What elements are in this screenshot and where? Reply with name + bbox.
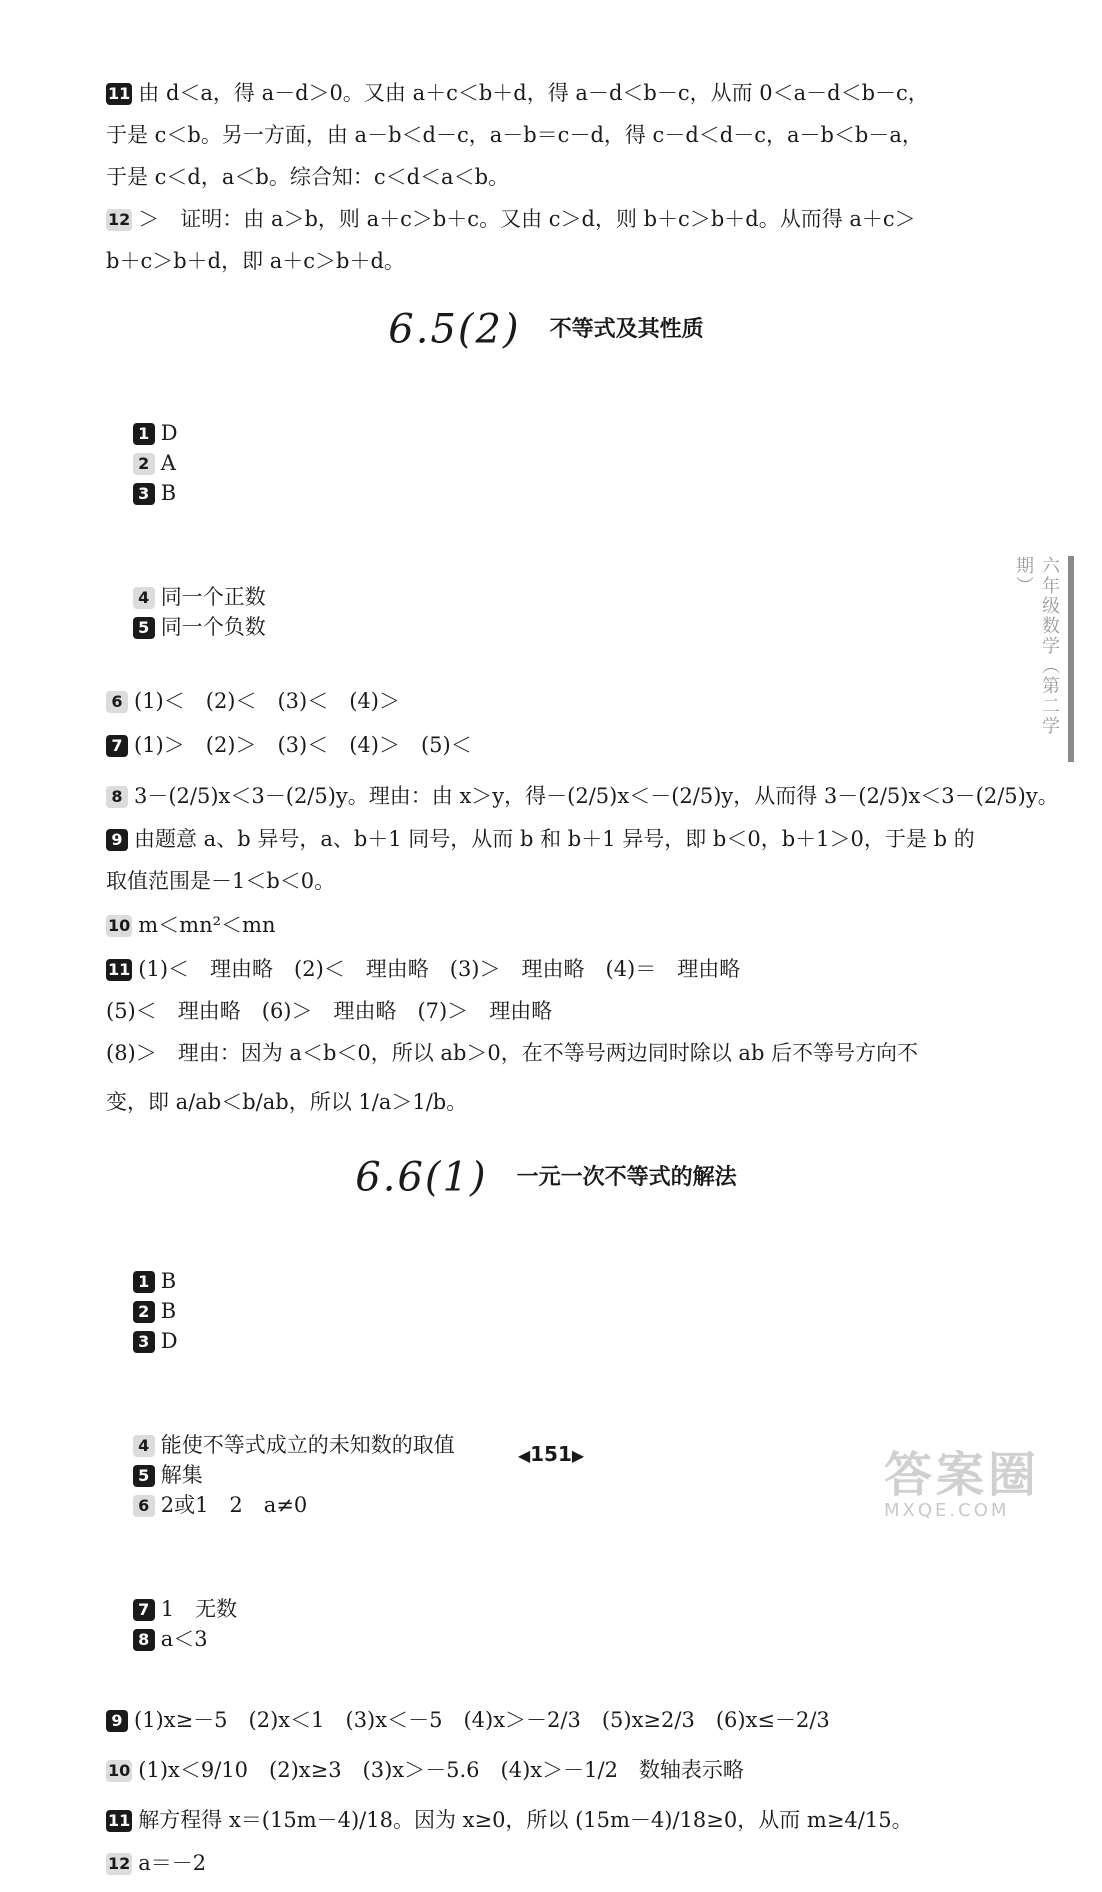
section-title: 不等式及其性质 (549, 316, 704, 342)
question-number: 6 (133, 1495, 155, 1517)
question-number: 11 (108, 960, 131, 979)
question-number: 7 (106, 735, 128, 757)
answer-text: 取值范围是－1＜b＜0。 (106, 869, 336, 893)
answer-text: B (160, 1299, 177, 1323)
answer-text: 于是 c＜d，a＜b。综合知：c＜d＜a＜b。 (106, 165, 510, 189)
question-number: 12 (108, 1854, 131, 1873)
section-number: 6.5(2) (388, 306, 521, 353)
watermark-logo: 答案圈 (884, 1447, 1041, 1503)
answer-12 (106, 1848, 986, 1878)
answer-text: (5)＜ 理由略 (6)＞ 理由略 (7)＞ 理由略 (106, 999, 553, 1023)
answer-text: 由 d＜a，得 a－d＞0。又由 a＋c＜b＋d，得 a－d＜b－c，从而 0＜a－d＜b－c， (138, 81, 929, 105)
answer-text: 同一个正数 (160, 585, 266, 609)
watermark (884, 1447, 1084, 1522)
answers-4-5 (106, 552, 986, 672)
answer-10 (106, 1748, 986, 1792)
question-number: 2 (133, 453, 155, 475)
answer-text: (1)x≥－5 (2)x＜1 (3)x＜－5 (4)x＞－2/3 (5)x≥2/3 (6)x≤－2/3 (134, 1708, 830, 1732)
answer-text: a＜3 (160, 1627, 208, 1651)
answers-1-3 (106, 388, 986, 538)
answer-text: (8)＞ 理由：因为 a＜b＜0，所以 ab＞0，在不等号两边同时除以 ab 后不等号方向不 (106, 1041, 919, 1065)
answer-11 (106, 954, 986, 1124)
answers-1-3 (106, 1236, 986, 1386)
answer-text: ＞ 证明：由 a＞b，则 a＋c＞b＋c。又由 c＞d，则 b＋c＞b＋d。从而得 a＋c＞ (138, 207, 916, 231)
side-tab (1013, 556, 1074, 762)
answer-9 (106, 1698, 986, 1742)
answer-10 (106, 910, 986, 940)
answer-text: 解集 (160, 1463, 203, 1487)
answer-text: (1)x＜9/10 (2)x≥3 (3)x＞－5.6 (4)x＞－1/2 数轴表示略 (138, 1758, 744, 1782)
question-number: 10 (108, 1761, 131, 1780)
question-number: 6 (106, 691, 128, 713)
question-number: 3 (133, 483, 155, 505)
question-number: 2 (133, 1301, 155, 1323)
question-number: 11 (108, 1811, 131, 1830)
question-number: 8 (133, 1629, 155, 1651)
answer-text: B (160, 1269, 177, 1293)
right-arrow-icon: ▶ (571, 1446, 585, 1465)
question-number: 9 (106, 829, 128, 851)
watermark-url: MXQE.COM (884, 1500, 1010, 1521)
section-number: 6.6(1) (355, 1154, 488, 1201)
answer-text: a＝－2 (138, 1851, 207, 1875)
answer-text: 能使不等式成立的未知数的取值 (160, 1433, 455, 1457)
answer-text: 变，即 a/ab＜b/ab，所以 1/a＞1/b。 (106, 1090, 468, 1114)
answer-text: B (160, 481, 177, 505)
answer-11 (106, 1798, 986, 1842)
answer-text: D (160, 421, 178, 445)
left-arrow-icon: ◀ (517, 1446, 531, 1465)
answer-text: b＋c＞b＋d，即 a＋c＞b＋d。 (106, 249, 405, 273)
question-number: 1 (133, 423, 155, 445)
question-number: 8 (106, 786, 128, 808)
answer-text: A (160, 451, 176, 475)
question-number: 4 (133, 1435, 155, 1457)
question-number: 3 (133, 1331, 155, 1353)
section-heading-6-5-2 (106, 304, 986, 354)
section-heading-6-6-1 (106, 1152, 986, 1202)
answers-4-6 (106, 1400, 986, 1550)
answers-7-8 (106, 1564, 986, 1684)
answer-text: 2或1 2 a≠0 (160, 1493, 308, 1517)
answer-7 (106, 730, 986, 760)
answer-6 (106, 686, 986, 716)
question-12-top (106, 204, 986, 276)
question-11-top (106, 78, 986, 192)
section-title: 一元一次不等式的解法 (516, 1164, 737, 1190)
question-number: 10 (108, 916, 131, 935)
question-number: 1 (133, 1271, 155, 1293)
answer-9 (106, 824, 986, 896)
answer-text: (1)＜ 理由略 (2)＜ 理由略 (3)＞ 理由略 (4)＝ 理由略 (138, 957, 741, 981)
answer-text: 1 无数 (160, 1597, 238, 1621)
answer-text: 3－(2/5)x＜3－(2/5)y。理由：由 x＞y，得－(2/5)x＜－(2/5)y，从而得 3－(2/5)x＜3－(2/5)y。 (134, 784, 1059, 808)
answer-text: 于是 c＜b。另一方面，由 a－b＜d－c，a－b＝c－d，得 c－d＜d－c，a－b＜b－a， (106, 123, 923, 147)
answer-text: D (160, 1329, 178, 1353)
question-number: 9 (106, 1710, 128, 1732)
answer-text: 解方程得 x＝(15m－4)/18。因为 x≥0，所以 (15m－4)/18≥0，从而 m≥4/15。 (138, 1808, 913, 1832)
side-tab-text: 六年级数学（第二学期） (1013, 556, 1060, 736)
question-number: 12 (108, 210, 131, 229)
answer-text: (1)＜ (2)＜ (3)＜ (4)＞ (134, 689, 400, 713)
answer-text: 由题意 a、b 异号，a、b＋1 同号，从而 b 和 b＋1 异号，即 b＜0，b＋1＞0，于是 b 的 (134, 827, 975, 851)
question-number: 7 (133, 1599, 155, 1621)
answer-text: 同一个负数 (160, 615, 266, 639)
question-number: 11 (108, 84, 131, 103)
page-number-text: 151 (530, 1442, 572, 1466)
question-number: 5 (133, 617, 155, 639)
question-number: 4 (133, 587, 155, 609)
answer-8 (106, 774, 1059, 818)
answer-text: (1)＞ (2)＞ (3)＜ (4)＞ (5)＜ (134, 733, 472, 757)
answer-text: m＜mn²＜mn (138, 913, 276, 937)
question-number: 5 (133, 1465, 155, 1487)
